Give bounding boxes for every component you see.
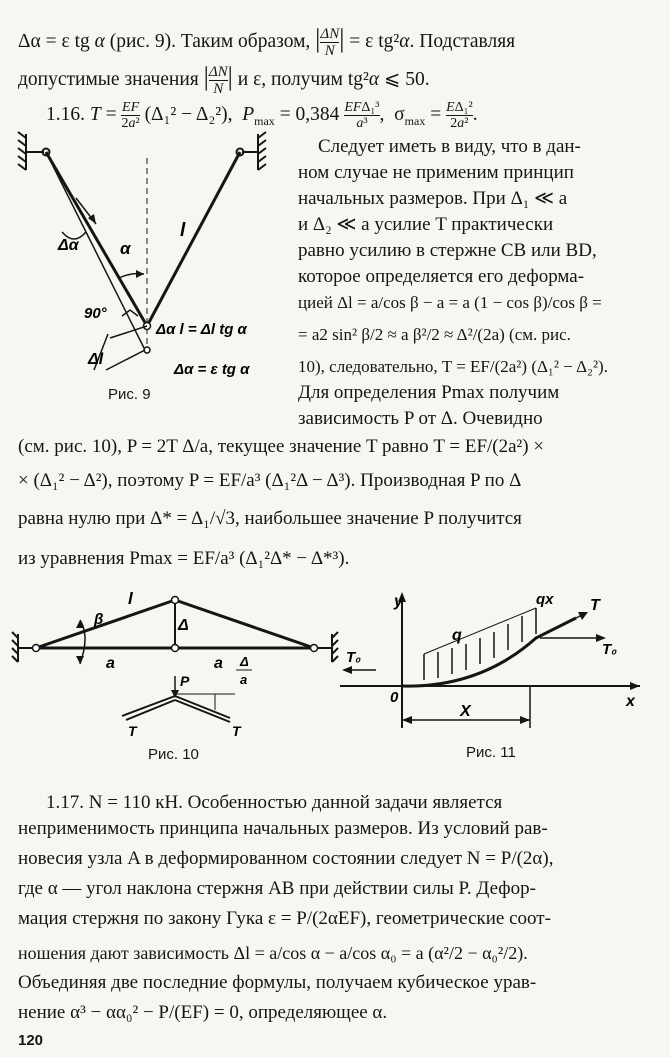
- fig10-label-frac-den: a: [240, 672, 248, 687]
- fig9-label-dl: Δl: [88, 351, 104, 368]
- right-wall-support: [237, 132, 267, 170]
- para-line-6: ношения дают зависимость Δl = a/cos α − a/cos α₀ = a (α²/2 − α₀²/2).: [18, 943, 528, 963]
- fig10-node-sketch: [122, 676, 235, 722]
- fig11-label-T0-left: T₀: [346, 649, 362, 666]
- fig10-label-T2: T: [232, 723, 241, 739]
- fig10-right-support: [316, 632, 338, 662]
- fig11-label-x: x: [626, 693, 635, 710]
- fig10-label-delta: Δ: [178, 617, 189, 634]
- figure-9: [14, 128, 298, 392]
- right-line-9: 10), следовательно, T = EF/(2a²) (Δ₁² − Δ₂²).: [298, 357, 608, 376]
- fig11-label-T: T: [590, 597, 600, 614]
- fig9-label-dalpha: Δα: [58, 237, 79, 254]
- right-line-11: зависимость P от Δ. Очевидно: [298, 408, 543, 429]
- right-line-2: ном случае не применим принцип: [298, 162, 574, 183]
- right-line-5: равно усилию в стержне CB или BD,: [298, 240, 597, 261]
- fig11-label-y: y: [394, 593, 403, 610]
- fig10-label-a1: a: [106, 655, 115, 672]
- figure-10: [10, 590, 340, 740]
- right-line-10: Для определения Pmax получим: [298, 382, 560, 403]
- text-line-2: допустимые значения | $\frac{\Delta N}{N}$ | и ε, получим tg²α ⩽ 50.: [18, 61, 430, 97]
- formula-line-3: равна нулю при Δ* = Δ₁/√3, наибольшее значение P получится: [18, 508, 522, 529]
- distributed-load-arrows: [424, 608, 536, 680]
- para-line-1: 1.17. N = 110 кН. Особенностью данной задачи является: [46, 792, 503, 813]
- fig9-label-eq2: Δα = ε tg α: [174, 361, 250, 378]
- right-line-7: цией Δl = a/cos β − a = a (1 − cos β)/cos β =: [298, 293, 602, 312]
- figure-11: [340, 588, 650, 738]
- fig11-label-T0-right: T₀: [602, 641, 618, 658]
- fig11-label-origin: 0: [390, 689, 399, 706]
- fig10-label-T1: T: [128, 723, 137, 739]
- fig10-left-support: [12, 632, 34, 662]
- fig9-label-90: 90°: [84, 305, 107, 322]
- para-line-8: нение α³ − αα₀² − P/(EF) = 0, определяющее α.: [18, 1002, 388, 1023]
- text-line-1: Δα = ε tg α (рис. 9). Таким образом, | $\frac{\Delta N}{N}$ | = ε tg²α. Подставляя: [18, 23, 516, 59]
- fig11-caption: Рис. 11: [466, 744, 516, 761]
- para-line-3: новесия узла A в деформированном состоянии следует N = P/(2α),: [18, 848, 554, 869]
- fig9-caption: Рис. 9: [108, 386, 151, 403]
- fig10-bars: [36, 600, 314, 648]
- formula-line-2: × (Δ₁² − Δ²), поэтому P = EF/a³ (Δ₁²Δ − Δ³). Производная P по Δ: [18, 470, 522, 491]
- fig9-label-alpha: α: [120, 239, 131, 258]
- text-line-3: 1.16. T = $\frac{EF}{\text{2a²}}$ (Δ₁² − Δ₂²), $P_{max} = 0,384$ EFΔ₁³ a³ , $\sigma_{max}$ = $\frac{\text{EΔ₁²}}{\text{2a²}}$ .: [46, 100, 478, 131]
- formula-line-4: из уравнения Pmax = EF/a³ (Δ₁²Δ* − Δ*³).: [18, 548, 350, 569]
- para-line-2: неприменимость принципа начальных размеров. Из условий рав-: [18, 818, 548, 839]
- fig9-label-eq1: Δα l = Δl tg α: [156, 321, 247, 338]
- fig10-label-P: P: [180, 673, 190, 689]
- fig10-caption: Рис. 10: [148, 746, 199, 763]
- right-line-8: = a2 sin² β/2 ≈ a β²/2 ≈ Δ²/(2a) (см. рис.: [298, 325, 571, 344]
- fig11-label-q: q: [452, 627, 462, 644]
- fig10-label-frac-num: Δ: [240, 654, 249, 669]
- fig11-label-qx: qx: [536, 591, 554, 608]
- para-line-7: Объединяя две последние формулы, получаем кубическое урав-: [18, 972, 537, 993]
- right-line-3: начальных размеров. При Δ₁ ≪ a: [298, 188, 568, 209]
- fig9-label-l: l: [180, 220, 186, 241]
- left-wall-support: [18, 132, 50, 170]
- right-line-1: Следует иметь в виду, что в дан-: [318, 136, 581, 157]
- fig10-label-l: l: [128, 590, 133, 608]
- page-number: 120: [18, 1032, 44, 1049]
- fig10-label-a2: a: [214, 655, 223, 672]
- para-line-5: мация стержня по закону Гука ε = P/(2αEF), геометрические соот-: [18, 908, 551, 929]
- fig10-label-beta: β: [94, 611, 104, 628]
- fig11-label-X: X: [460, 703, 471, 720]
- right-line-4: и Δ₂ ≪ a усилие T практически: [298, 214, 554, 235]
- right-line-6: которое определяется его деформа-: [298, 266, 585, 287]
- para-line-4: где α — угол наклона стержня AB при действии силы P. Дефор-: [18, 878, 536, 899]
- formula-line-1: (см. рис. 10), P = 2T Δ/a, текущее значение T равно T = EF/(2a²) ×: [18, 436, 545, 457]
